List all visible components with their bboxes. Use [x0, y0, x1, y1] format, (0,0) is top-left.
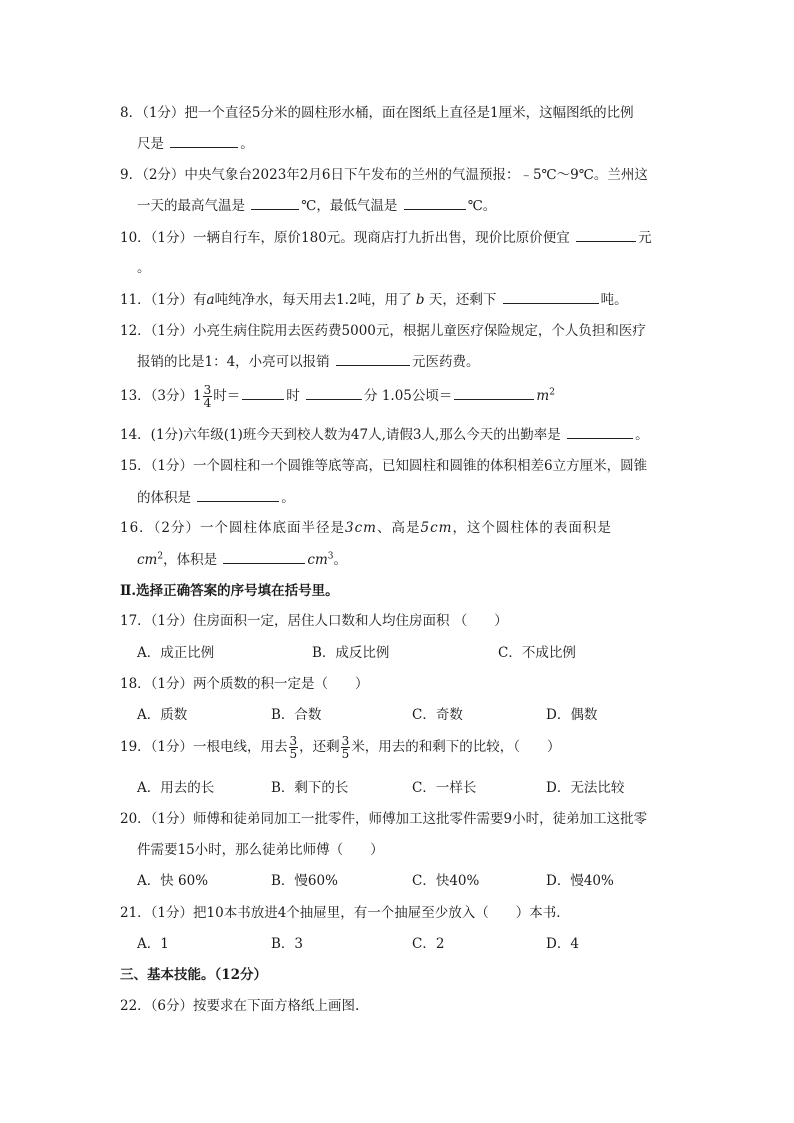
- q9-line1: 9．（2分）中央气象台2023年2月6日下午发布的兰州的气温预报：﹣5℃～9℃。兰州这: [120, 167, 648, 183]
- q11-var-a: a: [206, 292, 215, 308]
- q20-line2: 件需要15小时，那么徒弟比师傅（ ）: [137, 842, 384, 858]
- q8-line2: [137, 134, 254, 153]
- q15-line2: [137, 488, 295, 507]
- q19-numerator-2: 3: [341, 734, 350, 748]
- q15-text-a: 的体积是: [137, 490, 191, 506]
- q20-option-b[interactable]: B．慢60%: [271, 873, 338, 889]
- q19-denominator-2: 5: [341, 747, 350, 761]
- q9-blank-low[interactable]: [404, 196, 466, 210]
- q11-text-c: 天，还剩下: [428, 292, 497, 308]
- q13-blank-minutes[interactable]: [306, 386, 362, 400]
- q19-option-b[interactable]: B．剩下的长: [271, 780, 349, 796]
- q13-text-b: 时＝: [213, 388, 241, 404]
- q8-text-a: 尺是: [137, 136, 164, 152]
- q16-text-e: 。: [333, 552, 348, 568]
- q22-stem: 22．（6分）按要求在下面方格纸上画图.: [120, 998, 360, 1014]
- q20-option-a[interactable]: A．快 60%: [137, 873, 209, 889]
- q9-text-a: 一天的最高气温是: [137, 198, 245, 214]
- q19-numerator-1: 3: [289, 734, 298, 748]
- q15-answer-blank[interactable]: [197, 488, 279, 502]
- q10-line1: [120, 228, 652, 247]
- q11-text-b: 吨纯净水，每天用去1.2吨，用了: [214, 292, 412, 308]
- q14-text-b: 。: [635, 427, 649, 443]
- q13-denominator: 4: [203, 396, 212, 410]
- q18-option-c[interactable]: C．奇数: [412, 707, 463, 723]
- q21-option-b[interactable]: B．3: [271, 936, 304, 952]
- q19-fraction-left: [341, 735, 351, 760]
- q17-option-a[interactable]: A．成正比例: [137, 645, 215, 661]
- q13-unit: m: [536, 388, 550, 404]
- q12-line1: 12．（1分）小亮生病住院用去医药费5000元，根据儿童医疗保险规定，个人负担和医疗: [120, 323, 646, 339]
- q11-var-b: b: [415, 292, 425, 308]
- q20-option-c[interactable]: C．快40%: [412, 873, 480, 889]
- q21-option-a[interactable]: A．1: [137, 936, 169, 952]
- q13-line: [120, 383, 555, 409]
- section-3-heading: 三、基本技能。（12分）: [120, 967, 268, 983]
- q16-answer-blank[interactable]: [223, 550, 305, 564]
- q19-text-b: ，还剩: [299, 739, 340, 755]
- q14-line: [120, 425, 649, 444]
- q14-answer-blank[interactable]: [567, 425, 633, 439]
- q9-blank-high[interactable]: [251, 196, 299, 210]
- q13-text-d: 分 1.05公顷＝: [364, 388, 453, 404]
- q16-unit-volume: cm: [307, 552, 328, 568]
- q9-line2: [137, 196, 496, 215]
- q18-option-a[interactable]: A．质数: [137, 707, 188, 723]
- q16-text-c: ，这个圆柱体的表面积是: [452, 520, 612, 536]
- q9-text-b: ℃，最低气温是: [301, 198, 398, 214]
- q13-blank-area[interactable]: [454, 386, 534, 400]
- q10-text-a: 10．（1分）一辆自行车，原价180元。现商店打九折出售，现价比原价便宜: [120, 230, 570, 246]
- q16-text-a: 16．（2分）一个圆柱体底面半径是: [120, 520, 346, 536]
- q16-text-d: ，体积是: [163, 552, 218, 568]
- q8-answer-blank[interactable]: [170, 134, 238, 148]
- q19-text-c: 米，用去的和剩下的比较，（ ）: [351, 739, 561, 755]
- q20-option-d[interactable]: D．慢40%: [546, 873, 614, 889]
- q13-blank-hours[interactable]: [242, 386, 284, 400]
- q19-text-a: 19．（1分）一根电线，用去: [120, 739, 288, 755]
- q12-text-a: 报销的比是1：4，小亮可以报销: [137, 354, 330, 370]
- q19-option-c[interactable]: C．一样长: [412, 780, 477, 796]
- q14-text-a: 14．(1分)六年级(1)班今天到校人数为47人,请假3人,那么今天的出勤率是: [120, 427, 561, 443]
- q11-answer-blank[interactable]: [503, 290, 599, 304]
- q13-text-c: 时: [286, 388, 300, 404]
- q17-option-b[interactable]: B．成反比例: [312, 645, 390, 661]
- q16-exp-volume: 3: [327, 551, 334, 562]
- q13-numerator: 3: [203, 383, 212, 397]
- q10-line2: 。: [137, 260, 151, 276]
- q8-text-b: 。: [240, 136, 254, 152]
- q9-text-c: ℃。: [467, 198, 497, 214]
- q18-option-b[interactable]: B．合数: [271, 707, 322, 723]
- q10-answer-blank[interactable]: [576, 228, 636, 242]
- q15-text-b: 。: [281, 490, 295, 506]
- q11-text-a: 11．（1分）有: [120, 292, 207, 308]
- q20-line1: 20．（1分）师傅和徒弟同加工一批零件，师傅加工这批零件需要9小时，徒弟加工这批零: [120, 811, 648, 827]
- q21-stem: 21．（1分）把10本书放进4个抽屉里，有一个抽屉至少放入（ ）本书．: [120, 905, 570, 921]
- q19-denominator-1: 5: [289, 747, 298, 761]
- q12-text-b: 元医药费。: [411, 354, 480, 370]
- q21-option-c[interactable]: C．2: [412, 936, 445, 952]
- q12-line2: [137, 352, 479, 371]
- q16-unit-area: cm: [137, 552, 158, 568]
- q13-fraction: [203, 384, 213, 409]
- q18-option-d[interactable]: D．偶数: [546, 707, 598, 723]
- q11-text-d: 吨。: [600, 292, 628, 308]
- q16-exp-area: 2: [157, 551, 164, 562]
- q17-option-c[interactable]: C．不成比例: [498, 645, 576, 661]
- q19-option-d[interactable]: D．无法比较: [546, 780, 625, 796]
- q19-option-a[interactable]: A．用去的长: [137, 780, 215, 796]
- q8-line1: 8．（1分）把一个直径5分米的圆柱形水桶，面在图纸上直径是1厘米，这幅图纸的比例: [120, 105, 634, 121]
- section-2-heading: Ⅱ.选择正确答案的序号填在括号里。: [120, 583, 339, 599]
- q15-line1: 15．（1分）一个圆柱和一个圆锥等底等高，已知圆柱和圆锥的体积相差6立方厘米，圆锥: [120, 458, 648, 474]
- q10-text-b: 元: [638, 230, 652, 246]
- q17-stem: 17．（1分）住房面积一定，居住人口数和人均住房面积 （ ）: [120, 613, 508, 629]
- q13-exponent: 2: [549, 387, 555, 398]
- q19-stem: [120, 734, 561, 760]
- q16-height: 5cm: [420, 520, 453, 536]
- q16-text-b: 、高是: [376, 520, 421, 536]
- q16-radius: 3cm: [345, 520, 377, 536]
- q16-line2: [137, 550, 347, 569]
- q13-text-a: 13．（3分）1: [120, 388, 202, 404]
- q11-line: [120, 290, 628, 309]
- q18-stem: 18．（1分）两个质数的积一定是（ ）: [120, 676, 369, 692]
- q16-line1: [120, 519, 612, 537]
- q21-option-d[interactable]: D．4: [546, 936, 579, 952]
- q19-fraction-used: [289, 735, 299, 760]
- q12-answer-blank[interactable]: [336, 352, 410, 366]
